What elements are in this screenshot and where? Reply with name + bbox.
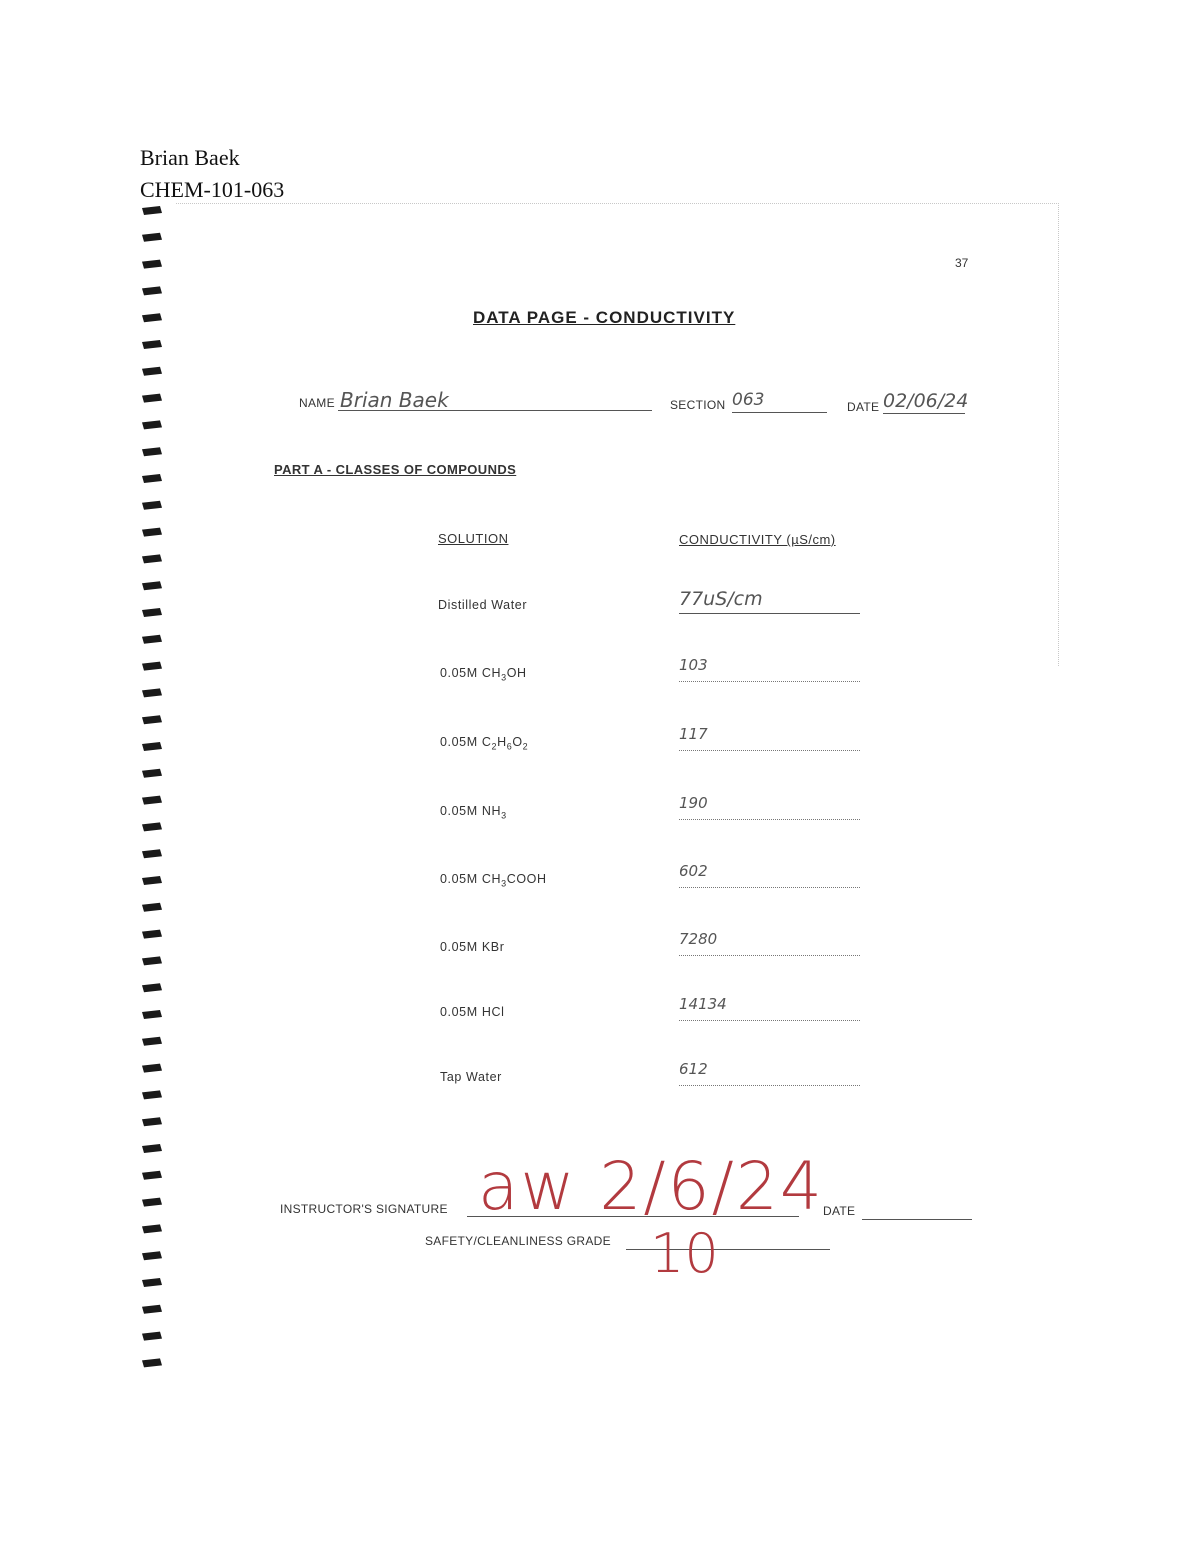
conductivity-value: 14134 xyxy=(679,995,727,1013)
subscript: 2 xyxy=(522,741,529,752)
formula-part: H xyxy=(497,735,507,749)
footer-date-line xyxy=(862,1219,972,1220)
subscript: 2 xyxy=(491,741,498,752)
spiral-loop xyxy=(142,447,162,456)
typed-header xyxy=(140,142,284,206)
subscript: 6 xyxy=(506,741,513,752)
page-title: DATA PAGE - CONDUCTIVITY xyxy=(473,308,736,327)
conductivity-line xyxy=(679,1085,860,1086)
spiral-loop xyxy=(142,1117,162,1126)
solution-name: 0.05M KBr xyxy=(440,940,505,954)
spiral-loop xyxy=(142,394,162,403)
instructor-signature-label: INSTRUCTOR'S SIGNATURE xyxy=(280,1202,448,1216)
spiral-loop xyxy=(142,1037,162,1046)
solution-name: Distilled Water xyxy=(438,598,528,612)
conductivity-column-header: CONDUCTIVITY (µS/cm) xyxy=(679,532,836,547)
spiral-loop xyxy=(142,313,162,322)
section-label: SECTION xyxy=(670,398,726,412)
solution-name xyxy=(440,872,547,889)
instructor-signature-mark: aw 2/6/24 xyxy=(478,1148,824,1225)
spiral-loop xyxy=(142,420,162,429)
conductivity-line xyxy=(679,1020,860,1021)
conductivity-line xyxy=(679,887,860,888)
spiral-loop xyxy=(142,474,162,483)
spiral-loop xyxy=(142,233,162,242)
spiral-loop xyxy=(142,340,162,349)
spiral-loop xyxy=(142,501,162,510)
spiral-loop xyxy=(142,956,162,965)
solution-name xyxy=(440,735,528,752)
conductivity-value: 77uS/cm xyxy=(679,588,763,610)
conductivity-value: 602 xyxy=(679,862,708,880)
formula-part: O xyxy=(512,735,523,749)
subscript: 3 xyxy=(501,672,507,683)
spiral-loop xyxy=(142,1171,162,1180)
spiral-loop xyxy=(142,260,162,269)
course-section: CHEM-101-063 xyxy=(140,177,285,202)
spiral-loop xyxy=(142,1358,162,1367)
date-line xyxy=(883,413,965,414)
section-value: 063 xyxy=(732,390,765,410)
conductivity-line xyxy=(679,613,860,614)
page-number: 37 xyxy=(955,256,969,270)
spiral-loop xyxy=(142,1278,162,1287)
spiral-loop xyxy=(142,286,162,295)
spiral-binding xyxy=(141,203,177,1393)
spiral-loop xyxy=(142,849,162,858)
safety-grade-mark: 10 xyxy=(650,1222,719,1285)
spiral-loop xyxy=(142,715,162,724)
spiral-loop xyxy=(142,1332,162,1341)
spiral-loop xyxy=(142,930,162,939)
formula-part: 0.05M CH xyxy=(440,872,502,886)
spiral-loop xyxy=(142,1305,162,1314)
spiral-loop xyxy=(142,742,162,751)
solution-name: Tap Water xyxy=(440,1070,502,1084)
formula-part: 0.05M C xyxy=(440,735,492,749)
spiral-loop xyxy=(142,367,162,376)
date-label: DATE xyxy=(847,400,880,414)
spiral-loop xyxy=(142,1010,162,1019)
conductivity-value: 117 xyxy=(679,725,708,743)
spiral-loop xyxy=(142,1198,162,1207)
subscript: 3 xyxy=(501,878,507,889)
part-a-heading: PART A - CLASSES OF COMPOUNDS xyxy=(274,462,517,477)
section-line xyxy=(732,412,827,413)
formula-part: 0.05M CH xyxy=(440,666,502,680)
spiral-loop xyxy=(142,635,162,644)
spiral-loop xyxy=(142,876,162,885)
spiral-loop xyxy=(142,608,162,617)
spiral-loop xyxy=(142,769,162,778)
spiral-loop xyxy=(142,206,162,215)
name-label: NAME xyxy=(299,396,335,410)
spiral-loop xyxy=(142,1251,162,1260)
formula-part: COOH xyxy=(506,872,547,886)
spiral-loop xyxy=(142,528,162,537)
conductivity-line xyxy=(679,750,860,751)
spiral-loop xyxy=(142,1224,162,1233)
safety-grade-label: SAFETY/CLEANLINESS GRADE xyxy=(425,1234,611,1248)
spiral-loop xyxy=(142,822,162,831)
date-value: 02/06/24 xyxy=(883,390,969,412)
conductivity-value: 103 xyxy=(679,656,708,674)
solution-name xyxy=(440,666,527,683)
solution-name: 0.05M HCl xyxy=(440,1005,505,1019)
spiral-loop xyxy=(142,1064,162,1073)
conductivity-line xyxy=(679,955,860,956)
formula-part: OH xyxy=(506,666,527,680)
spiral-loop xyxy=(142,903,162,912)
conductivity-value: 7280 xyxy=(679,930,718,948)
spiral-loop xyxy=(142,688,162,697)
spiral-loop xyxy=(142,581,162,590)
formula-part: 0.05M NH xyxy=(440,804,502,818)
spiral-loop xyxy=(142,554,162,563)
spiral-loop xyxy=(142,1144,162,1153)
scan-frame xyxy=(176,203,1059,666)
conductivity-line xyxy=(679,681,860,682)
conductivity-value: 190 xyxy=(679,794,708,812)
spiral-loop xyxy=(142,1090,162,1099)
spiral-loop xyxy=(142,662,162,671)
solution-name xyxy=(440,804,507,821)
spiral-loop xyxy=(142,796,162,805)
name-line xyxy=(338,410,652,411)
spiral-loop xyxy=(142,983,162,992)
student-name: Brian Baek xyxy=(140,145,240,170)
conductivity-line xyxy=(679,819,860,820)
solution-column-header: SOLUTION xyxy=(438,531,509,546)
footer-date-label: DATE xyxy=(823,1204,856,1218)
name-value: Brian Baek xyxy=(340,388,449,412)
conductivity-value: 612 xyxy=(679,1060,708,1078)
subscript: 3 xyxy=(501,810,507,821)
